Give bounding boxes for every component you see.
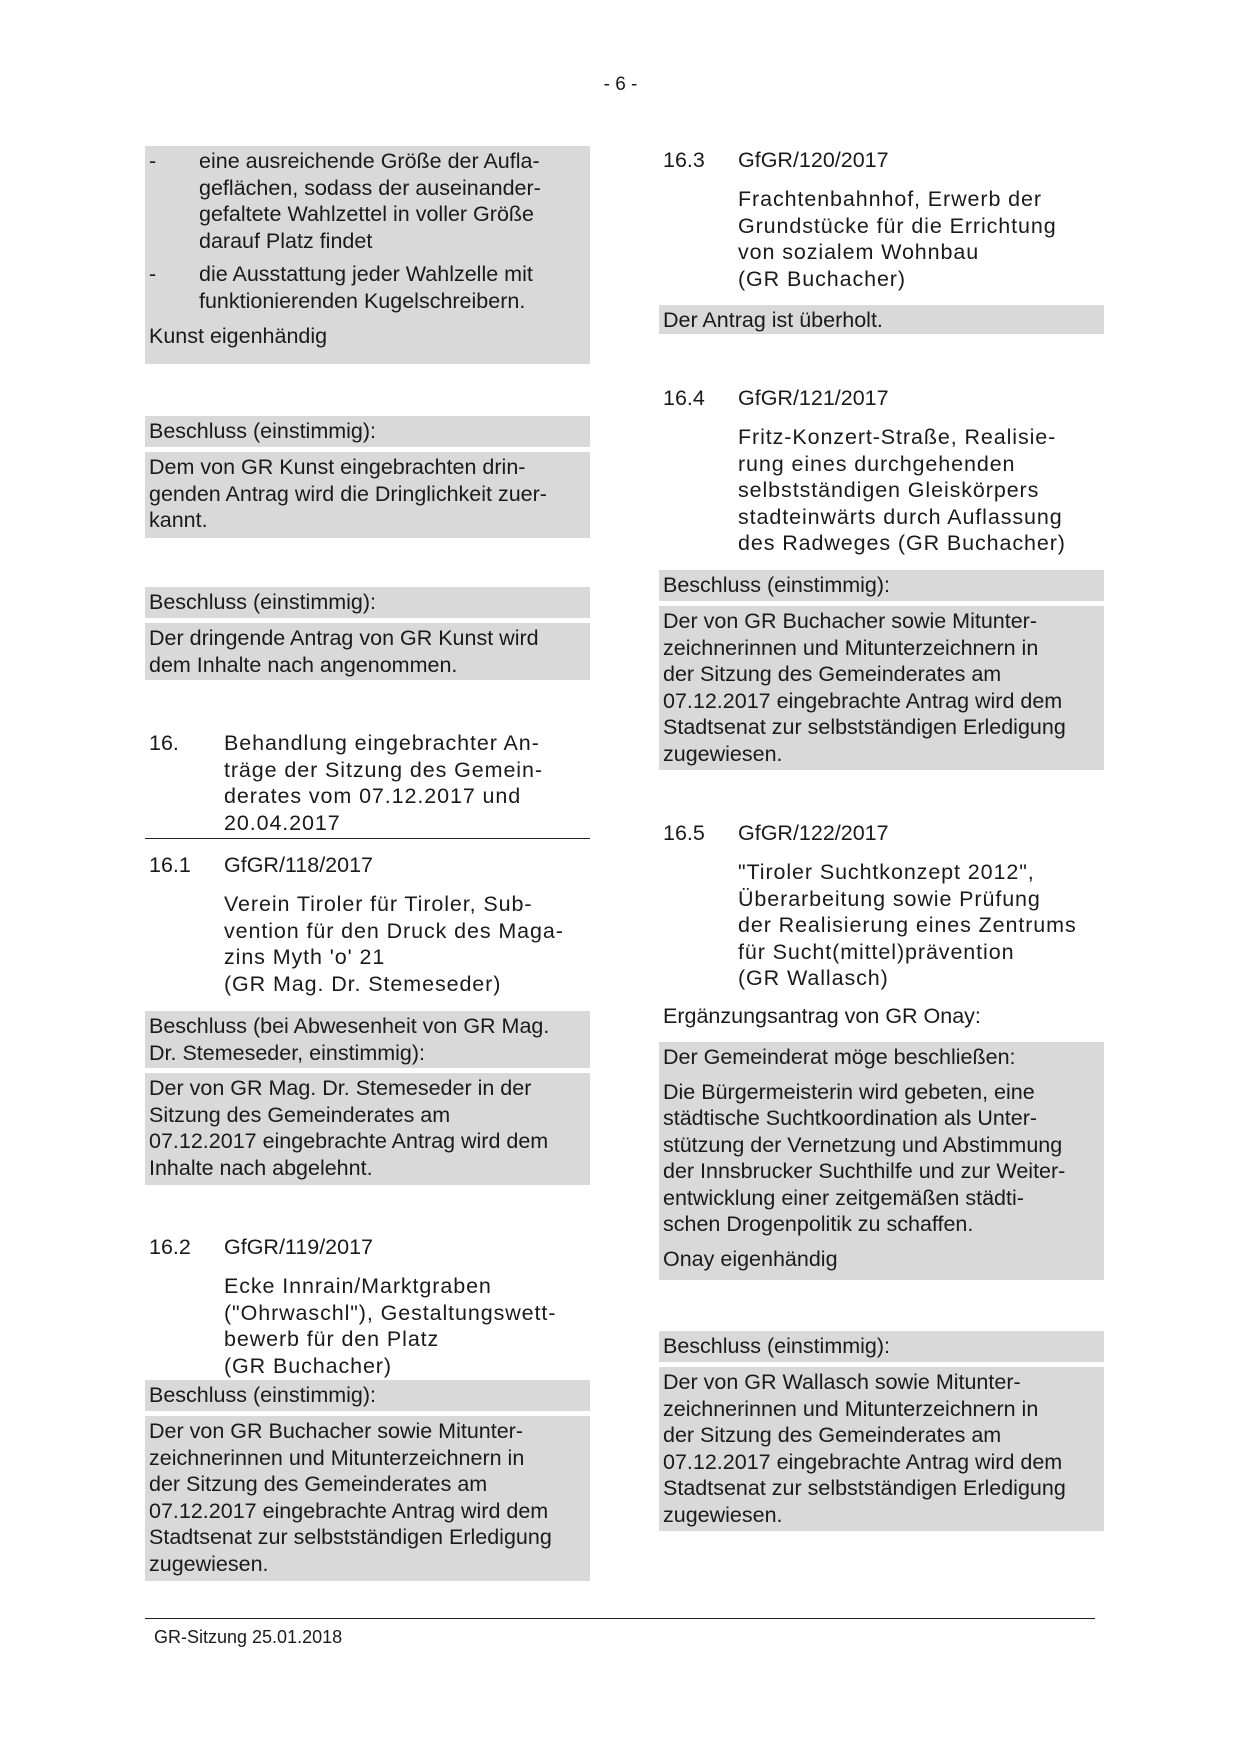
beschluss-head: Beschluss (einstimmig):: [659, 570, 1104, 601]
beschluss-head: Beschluss (einstimmig):: [145, 416, 590, 447]
text-line: gefaltete Wahlzettel in voller Größe: [199, 202, 534, 226]
signature: Onay eigenhändig: [663, 1246, 838, 1271]
signature: Kunst eigenhändig: [149, 324, 328, 348]
beschluss-body: Der von GR Wallasch sowie Mitunter- zeichnerinnen und Mitunterzeichnern in der Sitzung des Gemeinderates am 07.12.2017 eingebrachte Antrag wird dem Stadtsenat zur selbstständigen Erledigung zugewiesen.: [659, 1367, 1104, 1531]
beschluss-head: Beschluss (einstimmig):: [145, 587, 590, 618]
footer-divider: [145, 1618, 1095, 1619]
beschluss-body: Der von GR Mag. Dr. Stemeseder in der Sitzung des Gemeinderates am 07.12.2017 eingebrachte Antrag wird dem Inhalte nach abgelehnt.: [145, 1073, 590, 1185]
bullet-item: - die Ausstattung jeder Wahlzelle mit funktionierenden Kugelschreibern.: [149, 261, 586, 314]
beschluss-body: Der von GR Buchacher sowie Mitunter- zeichnerinnen und Mitunterzeichnern in der Sitzung des Gemeinderates am 07.12.2017 eingebrachte Antrag wird dem Stadtsenat zur selbstständigen Erledigung zugewiesen.: [145, 1416, 590, 1581]
beschluss-body: Der dringende Antrag von GR Kunst wird dem Inhalte nach angenommen.: [145, 623, 590, 680]
beschluss-head: Beschluss (einstimmig):: [145, 1380, 590, 1411]
ergaenzungsantrag-label: Ergänzungsantrag von GR Onay:: [663, 1004, 981, 1028]
footer-text: GR-Sitzung 25.01.2018: [154, 1627, 343, 1647]
bullet-item: - eine ausreichende Größe der Aufla- geflächen, sodass der auseinander- gefaltete Wahlzettel in voller Größe darauf Platz findet: [149, 148, 586, 254]
beschluss-body: Der von GR Buchacher sowie Mitunter- zeichnerinnen und Mitunterzeichnern in der Sitzung des Gemeinderates am 07.12.2017 eingebrachte Antrag wird dem Stadtsenat zur selbstständigen Erledigung zugewiesen.: [659, 606, 1104, 770]
beschluss-body: Dem von GR Kunst eingebrachten drin- genden Antrag wird die Dringlichkeit zuer- kannt.: [145, 452, 590, 538]
beschluss-head: Beschluss (einstimmig):: [659, 1331, 1104, 1362]
beschluss-head: Beschluss (bei Abwesenheit von GR Mag. Dr. Stemeseder, einstimmig):: [145, 1011, 590, 1068]
motion-box: Der Gemeinderat möge beschließen: Die Bürgermeisterin wird gebeten, eine städtische Suchtkoordination als Unter- stützung der Vernetzung und Abstimmung der Innsbrucker Suchthilfe und zur Weiter- entwicklung einer zeitgemäßen städti- schen Drogenpolitik zu schaffen. Onay eigenhändig: [659, 1042, 1104, 1280]
text-line: die Ausstattung jeder Wahlzelle mit: [199, 262, 533, 286]
page-number: - 6 -: [603, 74, 638, 95]
text-line: funktionierenden Kugelschreibern.: [199, 288, 526, 313]
text-line: eine ausreichende Größe der Aufla-: [199, 149, 540, 173]
section-heading: 16. Behandlung eingebrachter An- träge der Sitzung des Gemein- derates vom 07.12.2017 und 20.04.2017: [145, 730, 590, 839]
text-line: geflächen, sodass der auseinander-: [199, 175, 541, 200]
result-box: Der Antrag ist überholt.: [659, 305, 1104, 334]
bullet-box: [145, 146, 590, 364]
text-line: darauf Platz findet: [199, 228, 373, 253]
